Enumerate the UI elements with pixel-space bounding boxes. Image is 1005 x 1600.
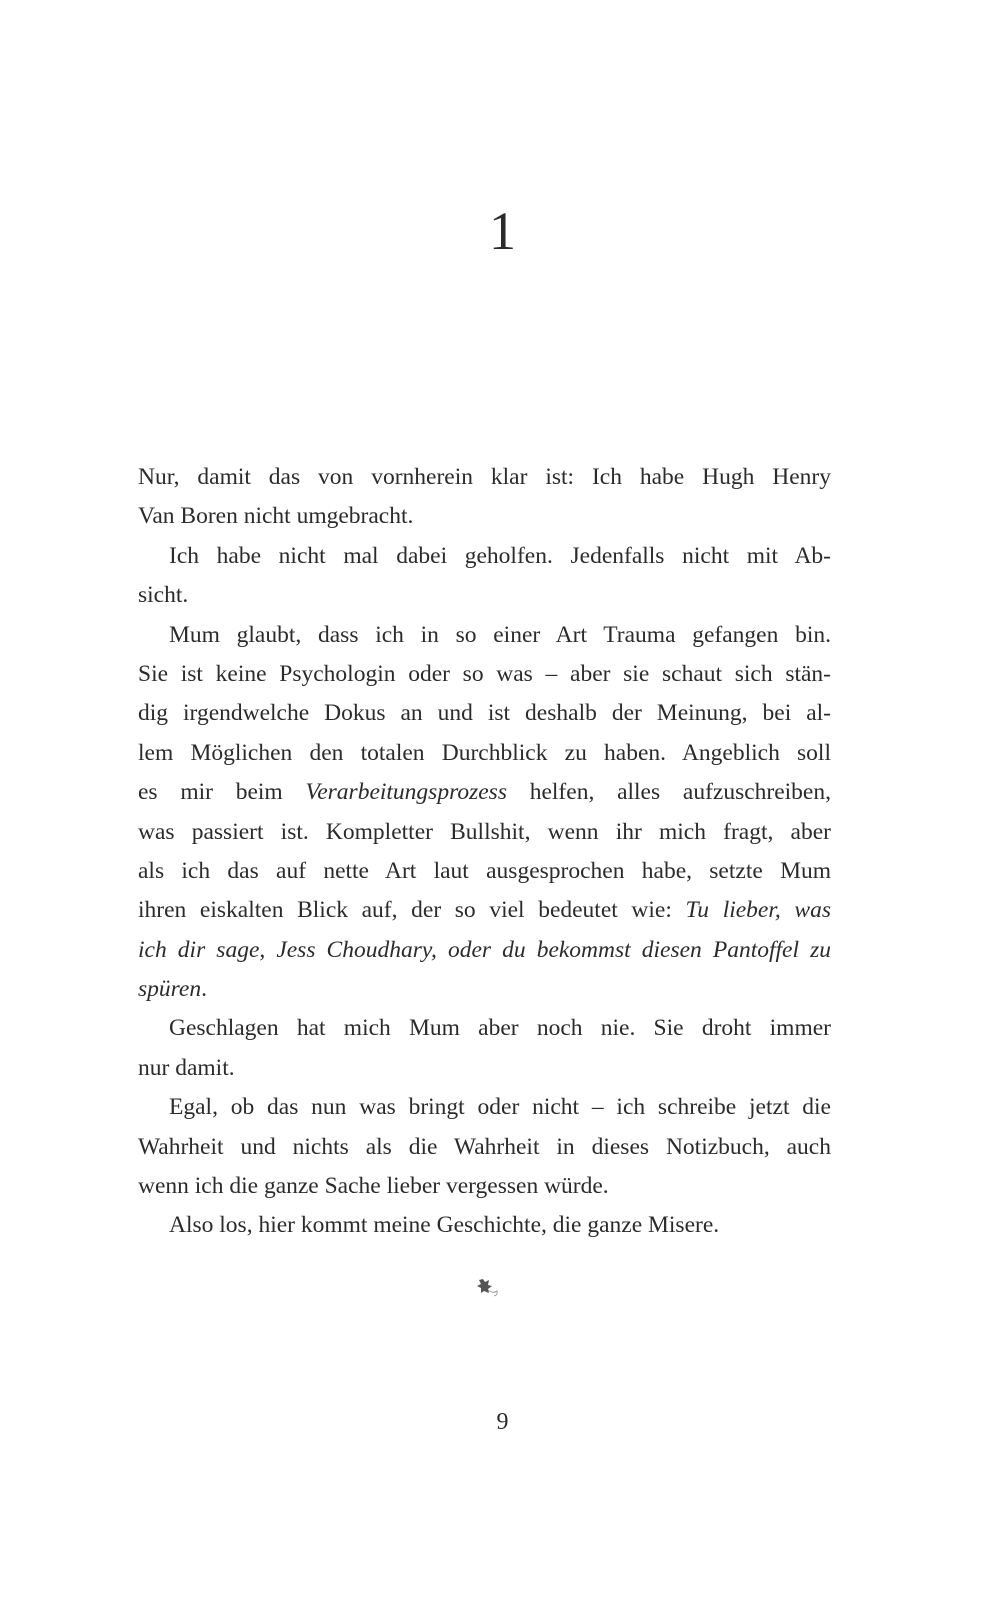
text-segment: Mum glaubt, dass ich in so einer Art Trauma gefangen bin. [169,621,831,648]
text-segment: nur damit. [138,1054,235,1081]
text-line [138,655,831,694]
text-segment: . [201,976,207,1003]
text-line [138,813,831,852]
text-segment: Ich habe nicht mal dabei geholfen. Jedenfalls nicht mit Ab- [169,542,831,569]
text-line [138,1167,831,1206]
text-line [138,1128,831,1167]
text-line [138,1009,831,1048]
text-segment: Egal, ob das nun was bringt oder nicht – ich schreibe jetzt die [169,1094,831,1121]
text-segment: ihren eiskalten Blick auf, der so viel bedeutet wie: [138,897,686,924]
text-line [138,970,831,1009]
text-line [138,931,831,970]
text-segment: lem Möglichen den totalen Durchblick zu haben. Angeblich soll [138,739,831,766]
text-segment: sicht. [138,582,189,609]
text-line [138,1206,831,1245]
text-segment: Geschlagen hat mich Mum aber noch nie. Sie droht immer [169,1015,831,1042]
chapter-body-text [138,458,831,1246]
text-line [138,537,831,576]
text-segment: dig irgendwelche Dokus an und ist deshalb der Meinung, bei al- [138,700,831,727]
italic-text: Tu lieber, was [685,897,831,924]
text-line [138,773,831,812]
text-segment: es mir beim [138,779,306,806]
text-line [138,458,831,497]
text-segment: als ich das auf nette Art laut ausgesprochen habe, setzte Mum [138,857,831,884]
text-line [138,694,831,733]
text-line [138,616,831,655]
ivy-leaf-icon [476,1276,500,1298]
text-line [138,1049,831,1088]
page-number: 9 [496,1409,509,1435]
text-segment: Sie ist keine Psychologin oder so was – aber sie schaut sich stän- [138,660,831,687]
text-line [138,497,831,536]
text-segment: Van Boren nicht umgebracht. [138,503,414,530]
text-line [138,576,831,615]
italic-text: spüren [138,976,202,1003]
text-line [138,891,831,930]
text-segment: Wahrheit und nichts als die Wahrheit in dieses Notizbuch, auch [138,1133,831,1160]
text-segment: wenn ich die ganze Sache lieber vergessen würde. [138,1173,609,1200]
text-segment: helfen, alles aufzuschreiben, [506,779,831,806]
chapter-number: 1 [489,201,516,261]
italic-text: ich dir sage, Jess Choudhary, oder du bekommst diesen Pantoffel zu [138,936,831,963]
text-segment: Also los, hier kommt meine Geschichte, die ganze Misere. [169,1212,720,1239]
italic-text: Verarbeitungsprozess [305,779,507,806]
text-line [138,734,831,773]
text-line [138,1088,831,1127]
text-segment: Nur, damit das von vornherein klar ist: Ich habe Hugh Henry [138,464,831,490]
text-line [138,852,831,891]
text-segment: was passiert ist. Kompletter Bullshit, wenn ihr mich fragt, aber [138,818,831,845]
